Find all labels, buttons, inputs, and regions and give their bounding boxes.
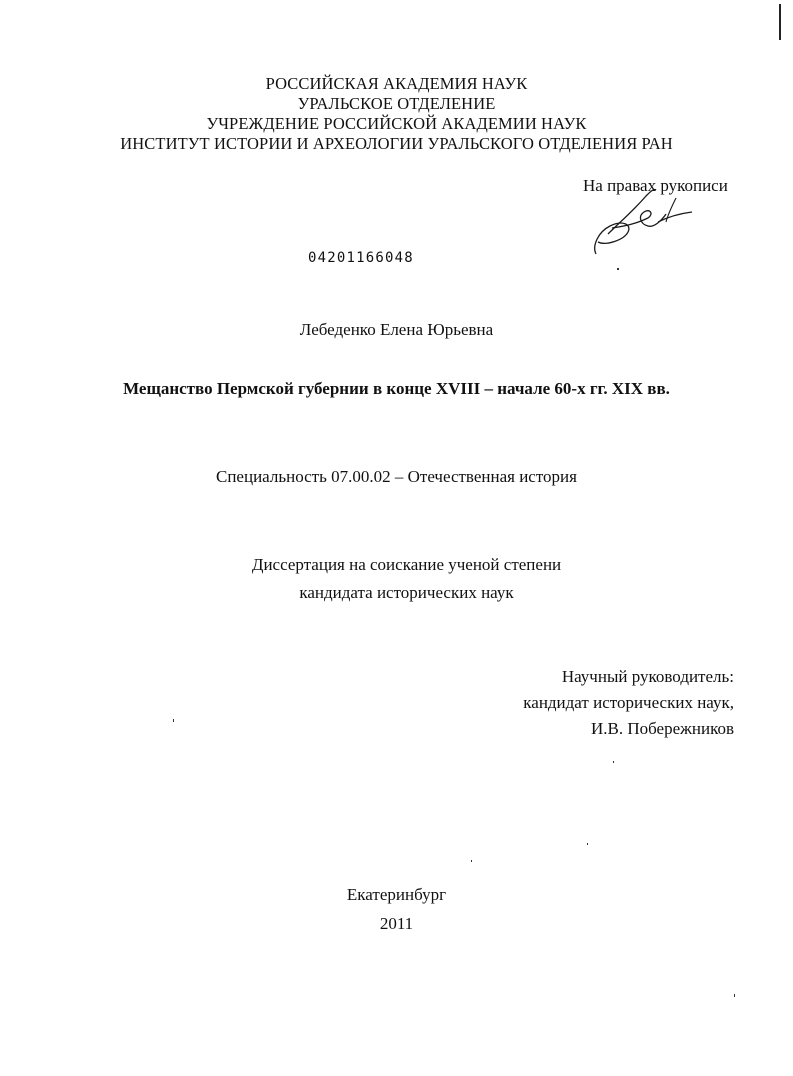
degree-statement: [0, 551, 793, 607]
year: 2011: [379, 914, 414, 933]
scan-speck: [734, 994, 735, 997]
manuscript-rights: На правах рукописи: [583, 176, 728, 195]
header-line: УРАЛЬСКОЕ ОТДЕЛЕНИЕ: [297, 94, 496, 113]
scan-speck: [173, 719, 174, 722]
scan-speck: [613, 761, 614, 763]
header-line: УЧРЕЖДЕНИЕ РОССИЙСКОЙ АКАДЕМИИ НАУК: [206, 114, 587, 133]
specialty: Специальность 07.00.02 – Отечественная история: [216, 467, 577, 486]
degree-line: Диссертация на соискание ученой степени: [251, 555, 562, 574]
place-and-year: [0, 880, 793, 938]
header-line: ИНСТИТУТ ИСТОРИИ И АРХЕОЛОГИИ УРАЛЬСКОГО ОТДЕЛЕНИЯ РАН: [120, 134, 673, 153]
institution-header: [0, 74, 793, 154]
signature: [588, 182, 698, 262]
city: Екатеринбург: [346, 885, 447, 904]
dissertation-title: Мещанство Пермской губернии в конце XVIII – начале 60-х гг. XIX вв.: [123, 379, 670, 398]
page-edge-mark: [779, 4, 781, 40]
degree-line: кандидата исторических наук: [299, 583, 514, 602]
supervisor-block: [523, 664, 734, 742]
registration-number: 04201166048: [308, 250, 414, 266]
author-name: Лебеденко Елена Юрьевна: [299, 320, 494, 339]
scan-speck: [617, 268, 619, 270]
supervisor-name: И.В. Побережников: [590, 719, 734, 738]
supervisor-degree: кандидат исторических наук,: [523, 693, 734, 712]
header-line: РОССИЙСКАЯ АКАДЕМИЯ НАУК: [265, 74, 528, 93]
supervisor-label: Научный руководитель:: [561, 667, 734, 686]
scan-speck: [471, 860, 472, 862]
scan-speck: [587, 843, 588, 845]
